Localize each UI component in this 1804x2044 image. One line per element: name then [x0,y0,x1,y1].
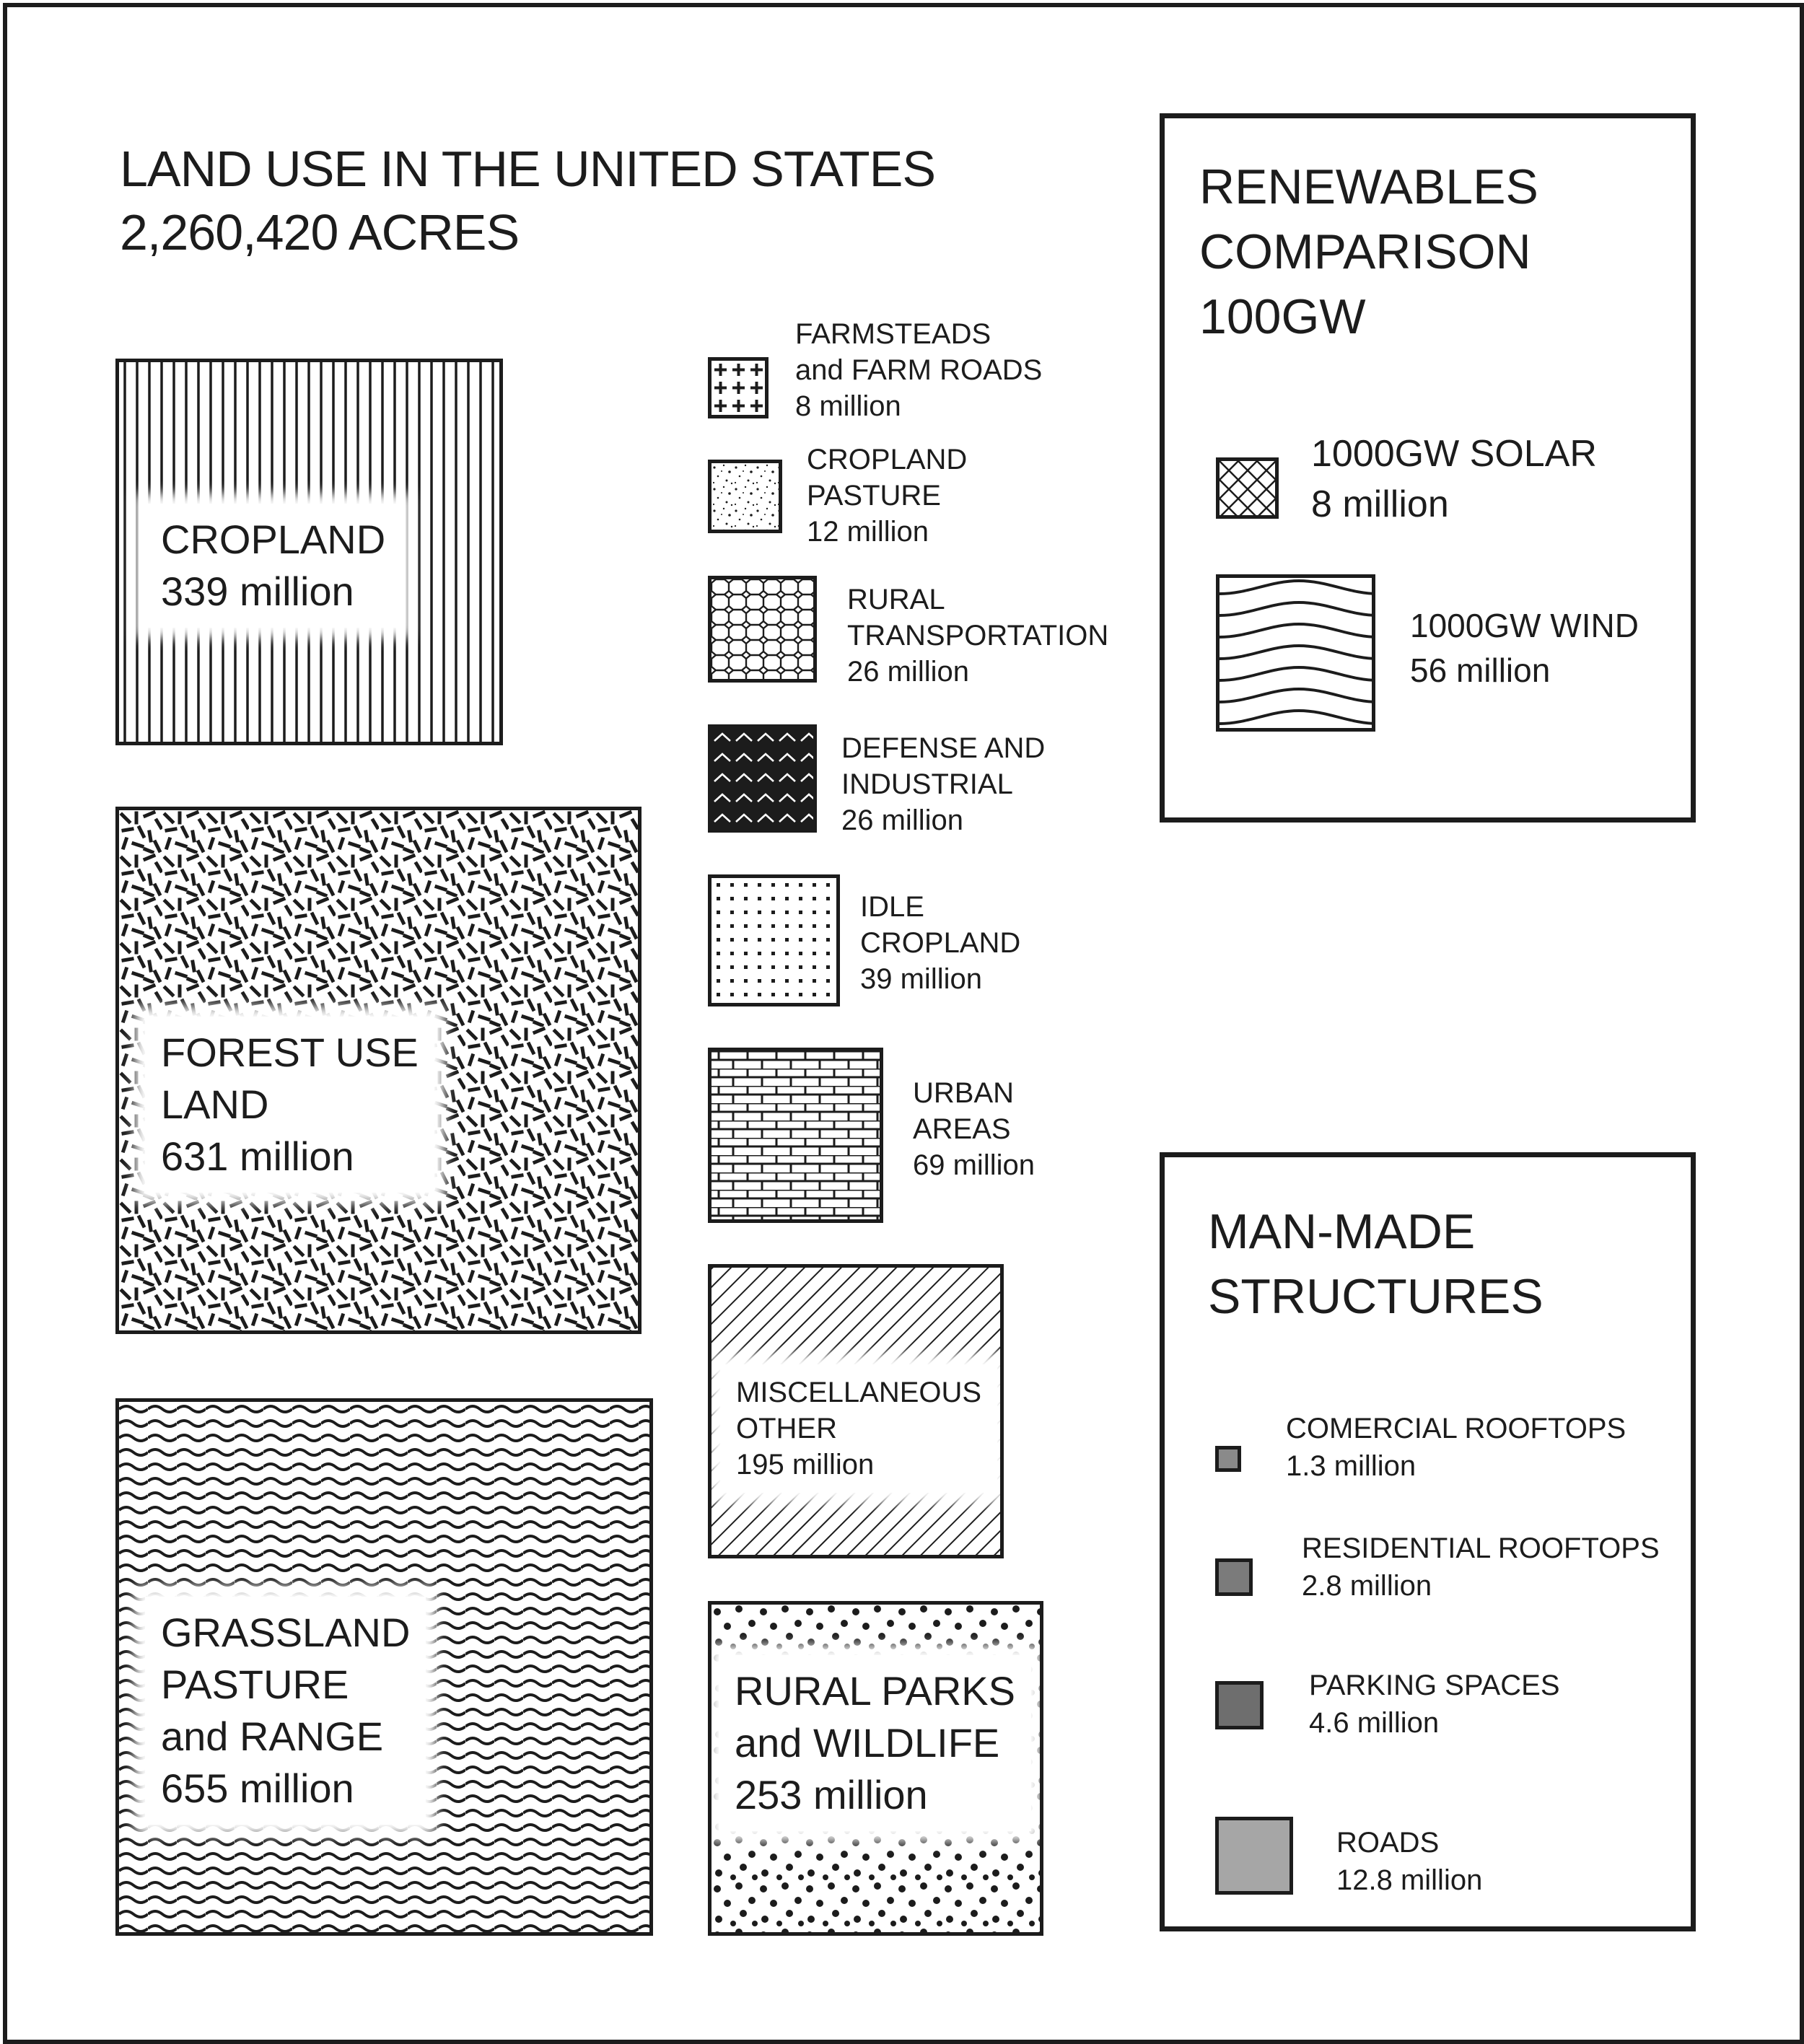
forest-name-line-2: LAND [161,1082,269,1127]
man-made-structures-panel [1160,1152,1696,1931]
chart-title [120,137,935,264]
residential-rooftops-value: 2.8 million [1302,1570,1432,1602]
residential-rooftops-name: RESIDENTIAL ROOFTOPS [1302,1532,1660,1564]
rural-transportation-label [847,582,1108,690]
rural-transportation-swatch [708,576,817,683]
cropland-value: 339 million [161,569,354,614]
commercial-rooftops-name: COMERCIAL ROOFTOPS [1286,1413,1626,1444]
cropland-tile [115,359,503,745]
grassland-pasture-range-tile [115,1398,653,1936]
lattice-pattern [1220,461,1275,515]
forest-name-line-1: FOREST USE [161,1030,419,1075]
rural-transportation-line-1: RURAL [847,584,945,615]
man-made-title-line-1: MAN-MADE [1208,1204,1476,1259]
idle-cropland-line-2: CROPLAND [860,927,1021,959]
cropland-pasture-swatch [708,460,782,533]
parking-spaces-value: 4.6 million [1309,1707,1440,1739]
forest-value: 631 million [161,1133,354,1179]
urban-areas-swatch [708,1048,883,1223]
rural-parks-wildlife-tile [708,1601,1043,1936]
renewables-comparison-panel [1160,113,1696,823]
renewables-title-line-2: COMPARISON [1199,224,1531,279]
misc-name-line-2: OTHER [736,1413,837,1444]
roads-name: ROADS [1336,1827,1440,1859]
farmsteads-label [795,316,1042,424]
defense-industrial-value: 26 million [841,804,963,836]
title-line-1: LAND USE IN THE UNITED STATES [120,141,936,197]
wind-label [1410,603,1639,693]
misc-value: 195 million [736,1449,875,1481]
speckle-pattern [711,463,779,530]
misc-name-line-1: MISCELLANEOUS [736,1377,982,1408]
rural-parks-label [719,1655,1031,1831]
swirl-waves-pattern [1220,578,1372,728]
grassland-value: 655 million [161,1766,354,1811]
defense-industrial-swatch [708,724,817,833]
parking-spaces-label [1309,1667,1560,1742]
crosses-pattern [711,361,765,415]
solar-name: 1000GW SOLAR [1311,433,1597,475]
farmsteads-line-2: and FARM ROADS [795,354,1043,386]
cropland-pasture-value: 12 million [807,516,929,548]
parking-spaces-swatch [1215,1681,1264,1729]
cropland-pasture-line-2: PASTURE [807,480,941,512]
black-chevrons-pattern [711,728,813,829]
grassland-name-line-2: PASTURE [161,1662,349,1707]
residential-rooftops-swatch [1215,1558,1253,1596]
idle-cropland-swatch [708,874,840,1006]
grid-dots-pattern [711,878,836,1003]
rural-parks-name-line-2: and WILDLIFE [735,1720,1000,1766]
roads-value: 12.8 million [1336,1864,1483,1896]
defense-industrial-label [841,730,1045,838]
residential-rooftops-label [1302,1530,1660,1605]
man-made-title [1208,1199,1544,1329]
urban-areas-line-1: URBAN [913,1077,1015,1109]
wind-value: 56 million [1410,652,1551,689]
forest-use-land-tile [115,807,642,1334]
cropland-label [145,504,401,628]
miscellaneous-label [720,1364,997,1493]
man-made-title-line-2: STRUCTURES [1208,1269,1544,1324]
rural-transportation-line-2: TRANSPORTATION [847,620,1109,652]
solar-label [1311,429,1597,530]
roads-label [1336,1824,1482,1899]
solar-value: 8 million [1311,483,1449,525]
urban-areas-line-2: AREAS [913,1113,1011,1145]
urban-areas-value: 69 million [913,1149,1035,1181]
rural-transportation-value: 26 million [847,656,969,688]
idle-cropland-line-1: IDLE [860,891,924,923]
cropland-name: CROPLAND [161,517,386,562]
farmsteads-line-1: FARMSTEADS [795,318,991,350]
wind-name: 1000GW WIND [1410,607,1639,644]
rural-parks-value: 253 million [735,1772,928,1817]
grassland-label [145,1597,426,1825]
renewables-title-line-3: 100GW [1199,289,1366,344]
cropland-pasture-line-1: CROPLAND [807,444,968,475]
solar-swatch [1216,457,1279,519]
farmsteads-swatch [708,357,769,418]
grassland-name-line-3: and RANGE [161,1714,384,1759]
forest-use-land-label [145,1017,434,1193]
cropland-pasture-label [807,442,967,550]
idle-cropland-label [860,889,1020,997]
grassland-name-line-1: GRASSLAND [161,1610,411,1655]
commercial-rooftops-value: 1.3 million [1286,1450,1417,1482]
defense-industrial-line-1: DEFENSE AND [841,732,1046,764]
bricks-pattern [711,1051,880,1219]
cobble-pattern [711,579,813,679]
idle-cropland-value: 39 million [860,963,982,995]
wind-swatch [1216,574,1375,732]
renewables-title [1199,154,1538,349]
title-line-2: 2,260,420 ACRES [120,204,520,260]
miscellaneous-other-tile [708,1264,1004,1558]
urban-areas-label [913,1075,1035,1183]
renewables-title-line-1: RENEWABLES [1199,159,1538,214]
rural-parks-name-line-1: RURAL PARKS [735,1668,1015,1714]
defense-industrial-line-2: INDUSTRIAL [841,768,1013,800]
commercial-rooftops-label [1286,1410,1626,1485]
parking-spaces-name: PARKING SPACES [1309,1670,1560,1701]
farmsteads-value: 8 million [795,390,901,422]
roads-swatch [1215,1817,1293,1895]
commercial-rooftops-swatch [1215,1446,1241,1472]
